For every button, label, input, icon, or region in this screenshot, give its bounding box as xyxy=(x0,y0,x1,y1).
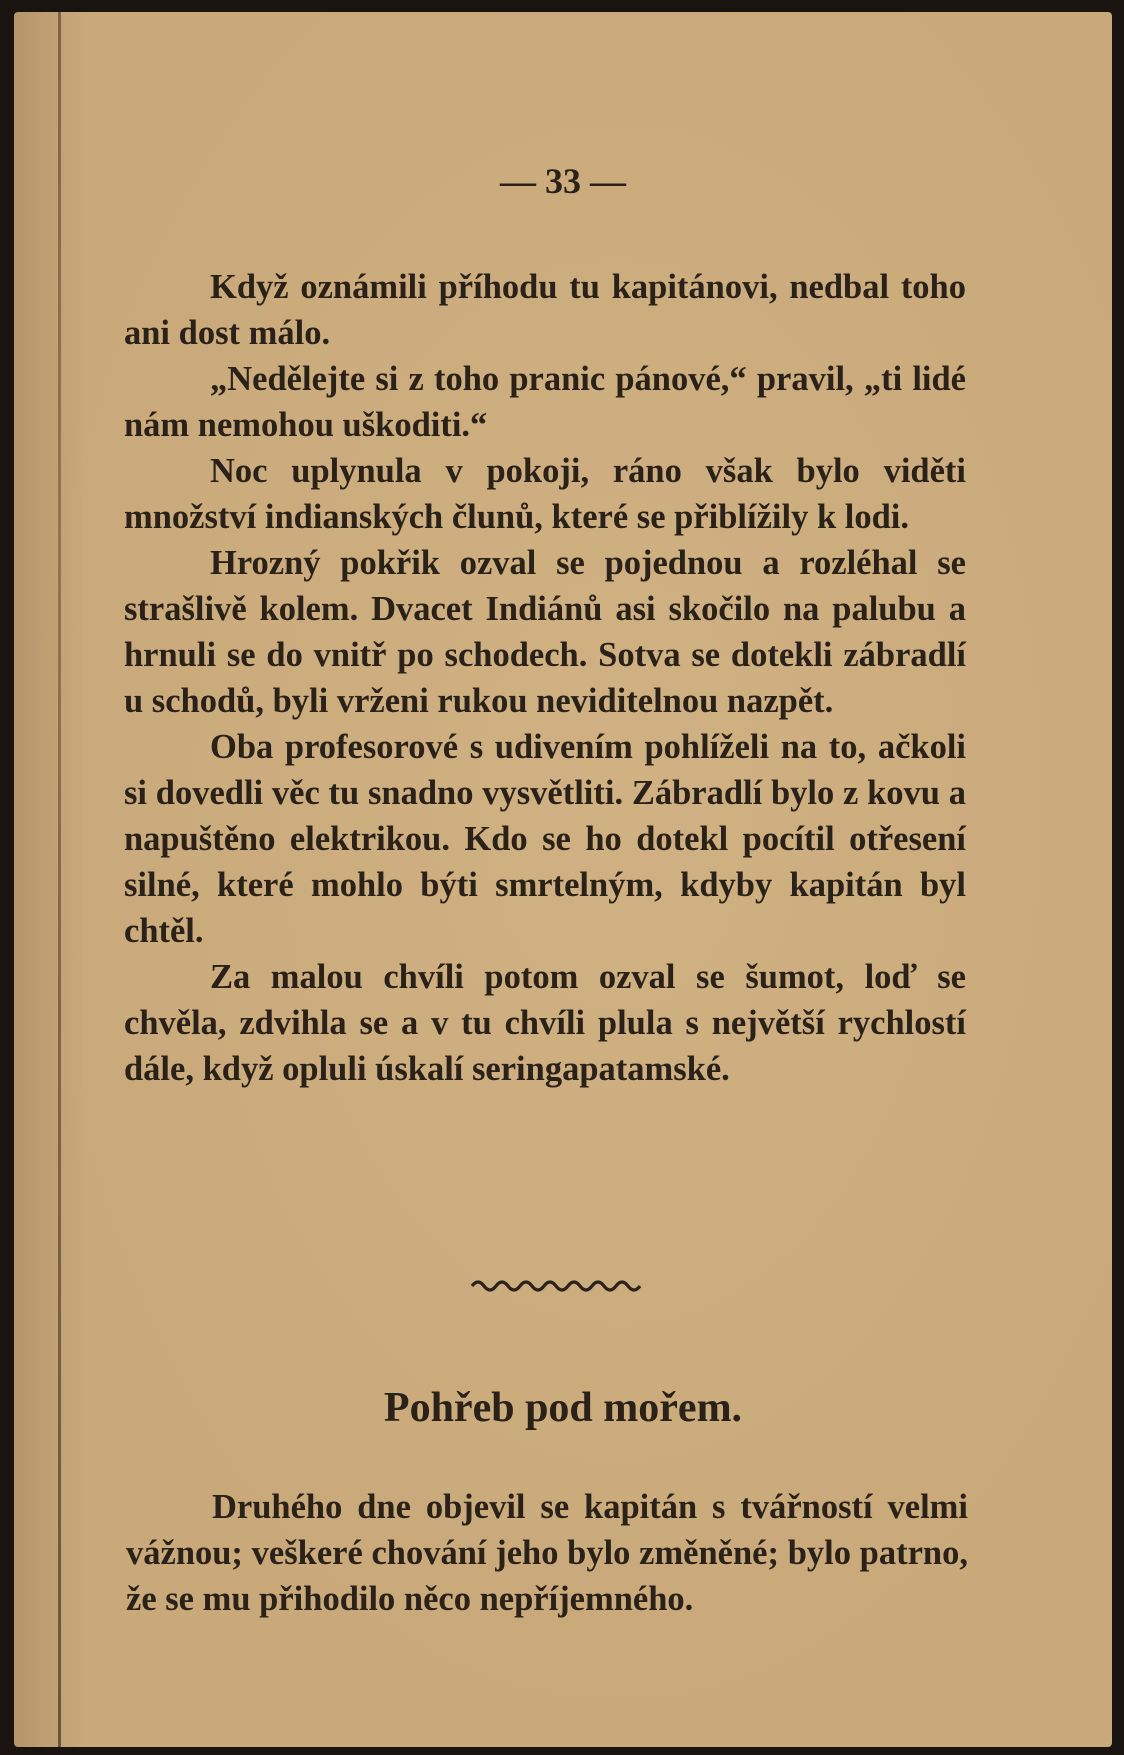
section-title: Pohřeb pod mořem. xyxy=(383,1385,743,1431)
section-paragraph-1: Druhého dne objevil se kapitán s tvářností velmi vážnou; veškeré chování jeho bylo změněné; bylo patrno, že se mu přihodilo něco nepříjemného. xyxy=(126,1488,968,1618)
page-number-header: — 33 — xyxy=(500,161,626,201)
paragraph-1: Když oznámili příhodu tu kapitánovi, nedbal toho ani dost málo. xyxy=(124,268,966,352)
wavy-divider-ornament xyxy=(470,1274,646,1296)
paragraph-6: Za malou chvíli potom ozval se šumot, loď se chvěla, zdvihla se a v tu chvíli plula s největší rychlostí dále, když opluli úskalí seringapatamské. xyxy=(124,958,966,1088)
page-gutter xyxy=(58,12,61,1747)
paragraph-5: Oba profesorové s udivením pohlíželi na to, ačkoli si dovedli věc tu snadno vysvětliti. Zábradlí bylo z kovu a napuštěno elektrikou. Kdo se ho dotekl pocítil otřesení silné, které mohlo býti smrtelným, kdyby kapitán byl chtěl. xyxy=(124,728,966,950)
main-text xyxy=(124,264,966,1092)
paragraph-3: Noc uplynula v pokoji, ráno však bylo viděti množství indianských člunů, které se přiblížily k lodi. xyxy=(124,452,966,536)
paragraph-2: „Nedělejte si z toho pranic pánové,“ pravil, „ti lidé nám nemohou uškoditi.“ xyxy=(124,360,966,444)
section-text xyxy=(126,1484,968,1622)
book-page xyxy=(14,12,1112,1747)
paragraph-4: Hrozný pokřik ozval se pojednou a rozléhal se strašlivě kolem. Dvacet Indiánů asi skočilo na palubu a hrnuli se do vnitř po schodech. Sotva se dotekli zábradlí u schodů, byli vrženi rukou neviditelnou nazpět. xyxy=(124,544,966,720)
